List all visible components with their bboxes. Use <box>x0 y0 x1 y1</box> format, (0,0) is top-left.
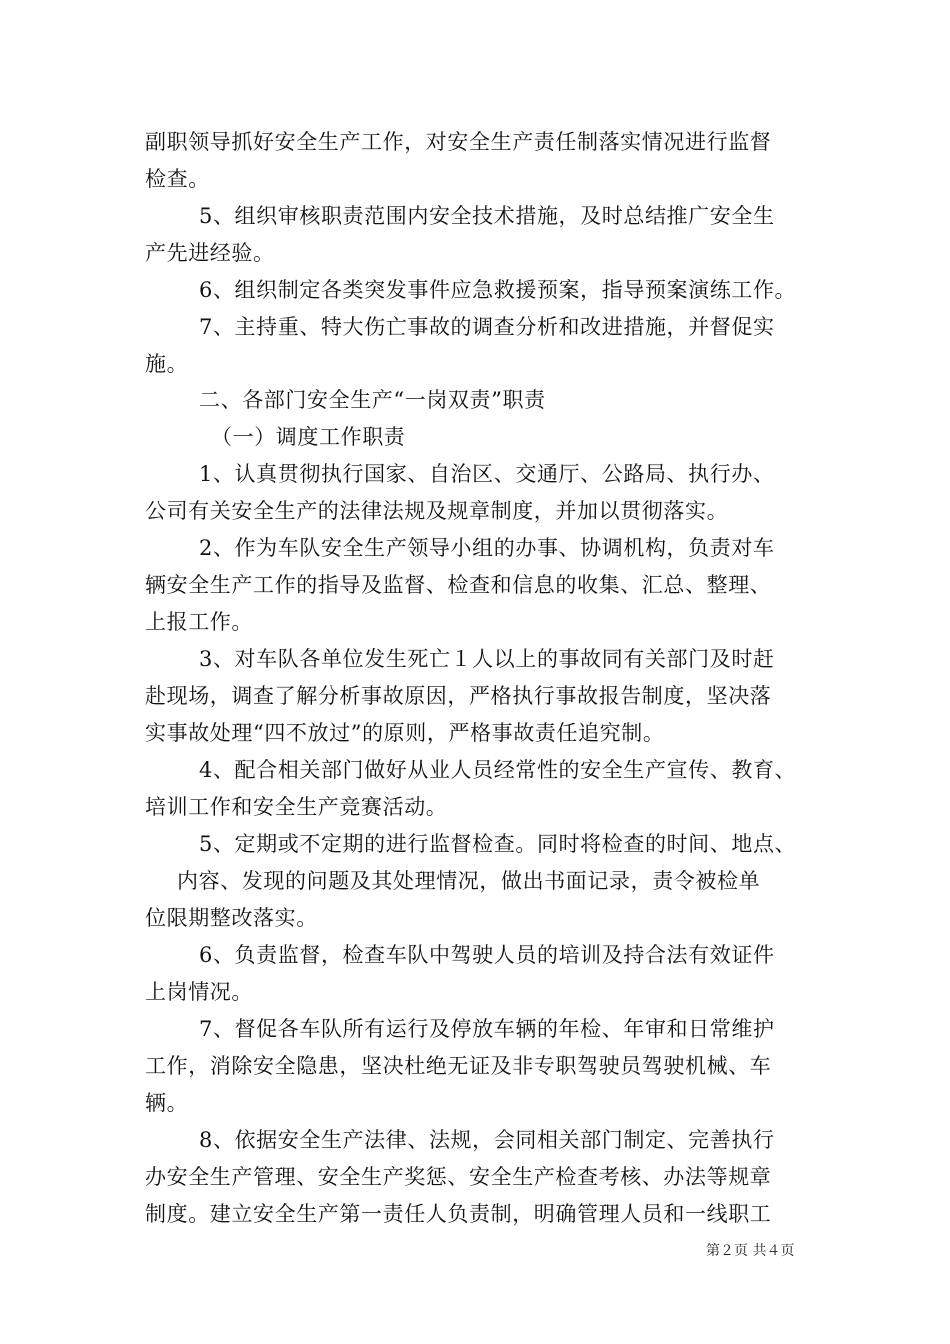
text-line: 制度。建立安全生产第一责任人负责制，明确管理人员和一线职工 <box>145 1202 772 1226</box>
text-line: 5、定期或不定期的进行监督检查。同时将检查的时间、地点、 <box>199 832 797 856</box>
text-line: 1、认真贯彻执行国家、自治区、交通厅、公路局、执行办、 <box>199 462 775 486</box>
text-line: 2、作为车队安全生产领导小组的办事、协调机构，负责对车 <box>199 536 775 560</box>
text-line: 4、配合相关部门做好从业人员经常性的安全生产宣传、教育、 <box>199 758 797 782</box>
text-line: 产先进经验。 <box>145 241 275 265</box>
text-line: 公司有关安全生产的法律法规及规章制度，并加以贯彻落实。 <box>145 499 729 523</box>
subsection-heading: （一）调度工作职责 <box>211 425 406 449</box>
text-line: 赴现场，调查了解分析事故原因，严格执行事故报告制度，坚决落 <box>145 684 772 708</box>
text-line: 检查。 <box>145 167 210 191</box>
section-heading: 二、各部门安全生产“一岗双责”职责 <box>199 388 546 412</box>
text-line: 培训工作和安全生产竞赛活动。 <box>145 795 448 819</box>
text-line: 工作，消除安全隐患，坚决杜绝无证及非专职驾驶员驾驶机械、车 <box>145 1054 772 1078</box>
text-line: 实事故处理“四不放过”的原则，严格事故责任追究制。 <box>145 721 665 745</box>
text-line: 内容、发现的问题及其处理情况，做出书面记录，责令被检单 <box>177 869 761 893</box>
text-line: 6、组织制定各类突发事件应急救援预案，指导预案演练工作。 <box>199 278 797 302</box>
text-line: 6、负责监督，检查车队中驾驶人员的培训及持合法有效证件 <box>199 943 775 967</box>
page-number: 第２页 共４页 <box>706 1243 795 1259</box>
text-line: 3、对车队各单位发生死亡１人以上的事故同有关部门及时赶 <box>199 647 775 671</box>
text-line: 副职领导抓好安全生产工作，对安全生产责任制落实情况进行监督 <box>145 130 772 154</box>
text-line: 施。 <box>145 352 189 376</box>
text-line: 7、主持重、特大伤亡事故的调查分析和改进措施，并督促实 <box>199 315 775 339</box>
text-line: 位限期整改落实。 <box>145 906 318 930</box>
text-line: 上报工作。 <box>145 610 253 634</box>
text-line: 7、督促各车队所有运行及停放车辆的年检、年审和日常维护 <box>199 1017 775 1041</box>
text-line: 辆。 <box>145 1091 189 1115</box>
text-line: 辆安全生产工作的指导及监督、检查和信息的收集、汇总、整理、 <box>145 573 772 597</box>
text-line: 5、组织审核职责范围内安全技术措施，及时总结推广安全生 <box>199 204 775 228</box>
text-line: 8、依据安全生产法律、法规，会同相关部门制定、完善执行 <box>199 1128 775 1152</box>
text-line: 办安全生产管理、安全生产奖惩、安全生产检查考核、办法等规章 <box>145 1165 772 1189</box>
text-line: 上岗情况。 <box>145 980 253 1004</box>
